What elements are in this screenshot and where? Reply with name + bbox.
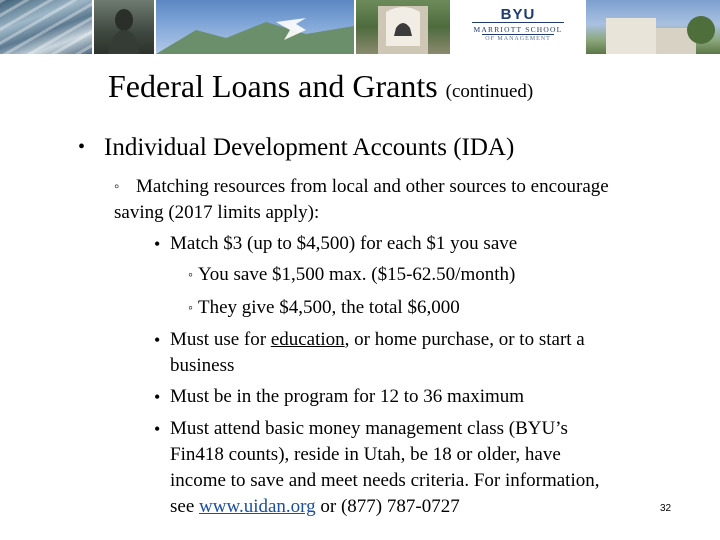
attend-text: Must attend basic money management class (BYU’s	[170, 418, 568, 439]
bullet-match	[154, 231, 517, 257]
logo-rule	[472, 22, 564, 23]
logo-rule	[482, 34, 554, 35]
banner-photo-campus	[586, 0, 720, 54]
must-use-text: , or home purchase, or to start a	[344, 329, 585, 350]
attend-text: see	[170, 496, 200, 517]
bullet-program-text: Must be in the program for 12 to 36 maximum	[170, 386, 525, 407]
sub-matching-text: Matching resources from local and other sources to encourage saving (2017 limits apply):	[114, 176, 609, 223]
bullet-icon: •	[154, 330, 161, 350]
byu-logo	[452, 0, 584, 54]
banner-photo-statue	[94, 0, 154, 54]
page-number: 32	[660, 503, 672, 514]
logo-management-text: OF MANAGEMENT	[485, 36, 551, 42]
bullet-ida-text: Individual Development Accounts (IDA)	[104, 134, 515, 161]
bullet-match-text: Match $3 (up to $4,500) for each $1 you save	[170, 233, 518, 254]
campus-icon	[586, 0, 720, 54]
bullet-icon: •	[154, 419, 161, 439]
bullet-must-use	[154, 327, 585, 379]
attend-text: income to save and meet needs criteria. For information,	[170, 470, 600, 491]
bullet-ida	[78, 134, 514, 162]
bullet-icon: •	[78, 136, 86, 158]
logo-byu-text: BYU	[500, 6, 536, 23]
education-link[interactable]: education	[270, 329, 345, 350]
title-main: Federal Loans and Grants	[108, 68, 438, 104]
sub-matching	[114, 174, 634, 225]
sub-you-save-text: You save $1,500 max. ($15-62.50/month)	[197, 264, 516, 285]
sub-they-give-text: They give $4,500, the total $6,000	[197, 297, 460, 318]
banner-photo-architecture	[0, 0, 92, 54]
bullet-icon: •	[154, 234, 161, 254]
bullet-attend	[154, 416, 599, 520]
banner-photo-bell-tower	[356, 0, 450, 54]
ring-bullet-icon: ◦	[188, 268, 193, 283]
bullet-icon: •	[154, 387, 161, 407]
slide-title	[108, 68, 533, 105]
attend-text: Fin418 counts), reside in Utah, be 18 or older, have	[170, 444, 561, 465]
ring-bullet-icon: ◦	[188, 301, 193, 316]
must-use-text: business	[170, 355, 235, 376]
logo-school-text: MARRIOTT SCHOOL	[473, 25, 563, 34]
ring-bullet-icon: ◦	[114, 179, 120, 195]
banner-photo-mountain	[156, 0, 354, 54]
attend-phone-text: or (877) 787-0727	[315, 496, 460, 517]
must-use-text: Must use for	[170, 329, 271, 350]
title-sub: (continued)	[445, 81, 534, 102]
statue-icon	[94, 0, 154, 54]
bullet-program	[154, 384, 524, 410]
sub-you-save	[188, 262, 515, 289]
sub-they-give	[188, 295, 460, 322]
uidan-link[interactable]: www.uidan.org	[199, 496, 316, 517]
mountain-y-icon	[156, 0, 354, 54]
bell-tower-icon	[356, 0, 450, 54]
header-banner	[0, 0, 720, 54]
